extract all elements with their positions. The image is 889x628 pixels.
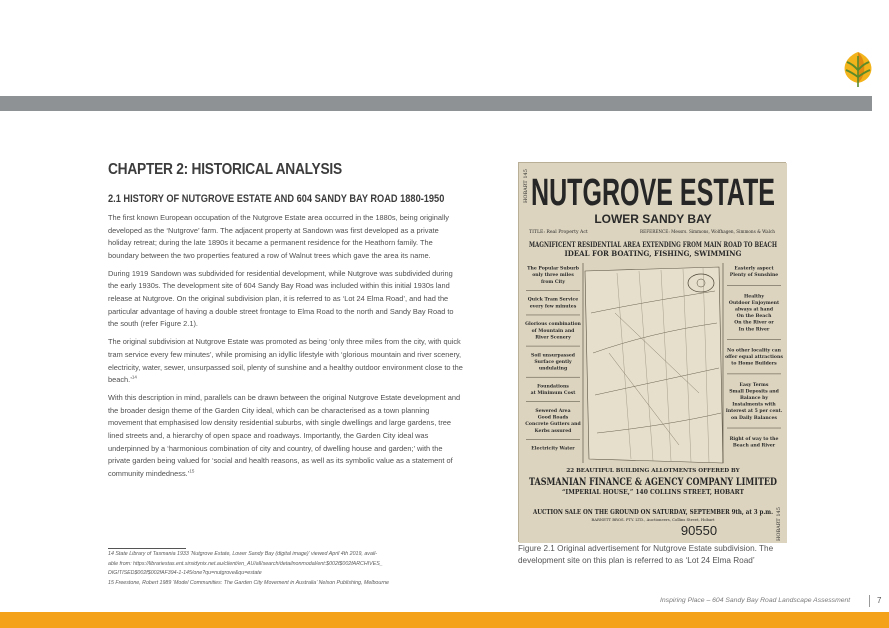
poster-left-box-line: from City bbox=[540, 279, 566, 285]
footer-text: Inspiring Place – 604 Sandy Bay Road Landscape Assessment bbox=[660, 597, 851, 604]
poster-left-box-line: Electricity Water bbox=[531, 446, 575, 452]
poster-catalogue-number: 90550 bbox=[680, 523, 718, 538]
poster-title: NUTGROVE ESTATE bbox=[531, 172, 775, 214]
poster-title-line-left: TITLE: Real Property Act bbox=[529, 230, 588, 235]
poster-right-box-line: Small Deposits and bbox=[729, 389, 779, 395]
poster-left-box-line: Glorious combination bbox=[525, 322, 581, 328]
poster-right-box-line: Easterly aspect bbox=[734, 266, 774, 272]
poster-subtitle: LOWER SANDY BAY bbox=[594, 212, 712, 226]
footnote-line: 14 State Library of Tasmania 1933 ‘Nutgrove Estate, Lower Sandy Bay (digital image)’ viewed April 4th 2019, avail- bbox=[108, 551, 378, 557]
poster-headline: MAGNIFICENT RESIDENTIAL AREA EXTENDING FROM MAIN ROAD TO BEACH bbox=[529, 240, 778, 249]
poster-company: TASMANIAN FINANCE & AGENCY COMPANY LIMITED bbox=[529, 477, 778, 488]
subdivision-plan bbox=[585, 267, 723, 463]
footnote-line: DIGITISED$002f$002fAF394-1-145/one?qu=nutgrove&qu=estate bbox=[108, 570, 262, 576]
poster-left-box-line: undulating bbox=[538, 366, 568, 372]
poster-right-box-line: Healthy bbox=[743, 294, 765, 300]
footnote-line: able from: https://librariestas.ent.sirsidynix.net.au/client/en_AU/all/search/detailnonmodal/ent:$002f$002fARCHIVES_ bbox=[108, 560, 383, 567]
poster-side-stamp: HOBART 145 bbox=[523, 169, 529, 203]
header-band bbox=[0, 96, 872, 111]
paragraph-text: With this description in mind, parallels can be drawn between the original Nutgrove Estate development and the broader design theme of the Garden City ideal, which can be characterised as a town planning movement that emphasised low density residential suburbs, with single dwellings and large gardens, tree lined streets and, a hierarchy of open space and roadways. Importantly, the Garden City ideal was underpinned by a ‘harmonious combination of city and country, of dwelling house and garden;’ with the private garden being valued for ‘social and health reasons, as well as its symbolic value as a statement of community mindedness.’ bbox=[108, 393, 461, 478]
poster-right-box-line: always at hand bbox=[734, 307, 774, 313]
poster-address: “IMPERIAL HOUSE,” 140 COLLINS STREET, HOBART bbox=[561, 489, 745, 496]
poster-right-box-line: Instalments with bbox=[732, 402, 776, 408]
poster-left-box-line: of Mountain and bbox=[531, 328, 575, 334]
poster-right-box-line: Beach and River bbox=[732, 443, 776, 449]
poster-right-box-line: to Home Builders bbox=[731, 361, 777, 367]
footnote-ref[interactable]: 15 bbox=[189, 468, 195, 474]
poster-right-box-line: On the Beach bbox=[736, 314, 772, 320]
poster-left-box-line: at Minimum Cost bbox=[530, 391, 576, 397]
paragraph bbox=[108, 336, 463, 386]
footnotes bbox=[108, 550, 468, 588]
poster-right-box-line: Easy Terms bbox=[739, 382, 769, 388]
paragraph: During 1919 Sandown was subdivided for residential development, while Nutgrove was subdivided during the early 1930s. The development site of 604 Sandy Bay Road was included within this initial 1930s land release at Nutgrove. On the original subdivision plan, it is referred to as ‘Lot 24 Elma Road’, and had the particular advantage of having a double street frontage to Elma Road to the north and Sandy Bay Road to the south (refer Figure 2.1). bbox=[108, 268, 454, 329]
poster-title-line-right: REFERENCE: Messrs. Simmons, Wolfhagen, Simmons & Walch bbox=[640, 229, 775, 234]
poster-auction: AUCTION SALE ON THE GROUND ON SATURDAY, SEPTEMBER 9th, at 3 p.m. bbox=[532, 508, 773, 516]
poster-left-box-line: Foundations bbox=[537, 384, 569, 390]
page-number: 7 bbox=[877, 596, 882, 605]
paragraph bbox=[108, 392, 463, 480]
nutgrove-estate-poster bbox=[518, 162, 786, 542]
poster-headline: IDEAL FOR BOATING, FISHING, SWIMMING bbox=[564, 249, 742, 258]
poster-artwork bbox=[519, 163, 787, 543]
footnote-divider bbox=[108, 548, 186, 549]
poster-left-box-line: River Scenery bbox=[535, 335, 571, 341]
paragraph-text: The original subdivision at Nutgrove Estate was promoted as being ‘only three miles from the city, with quick tram service every few minutes’, while promising an idyllic lifestyle with ‘glorious mountain and river scenery, electricity, water, sewer, unsurpassed soil, plenty of sunshine and a healthy outdoor environment close to the beach.’ bbox=[108, 337, 463, 385]
poster-right-box-line: offer equal attractions bbox=[725, 355, 783, 361]
poster-left-box-line: The Popular Suburb bbox=[527, 266, 579, 272]
poster-auctioneers: BARNETT BROS. PTY. LTD., Auctioneers, Collins Street, Hobart bbox=[591, 517, 715, 522]
poster-left-box-line: Quick Tram Service bbox=[527, 297, 579, 303]
poster-left-box bbox=[531, 446, 575, 452]
poster-left-box-line: only three miles bbox=[532, 273, 574, 279]
poster-left-box-line: Surface gently bbox=[534, 359, 572, 365]
poster-left-box-line: Sewered Area bbox=[535, 408, 571, 414]
footnote-ref[interactable]: 14 bbox=[131, 374, 137, 380]
body-text bbox=[108, 212, 463, 486]
poster-right-box-line: No other locality can bbox=[727, 348, 781, 354]
figure-caption: Figure 2.1 Original advertisement for Nutgrove Estate subdivision. The development site on this plan is referred to as ‘Lot 24 Elma Road’ bbox=[518, 544, 774, 565]
poster-left-box-line: Concrete Gutters and bbox=[525, 422, 581, 428]
section-title: 2.1 HISTORY OF NUTGROVE ESTATE AND 604 SANDY BAY ROAD 1880-1950 bbox=[108, 193, 445, 205]
poster-right-box-line: Outdoor Enjoyment bbox=[728, 300, 780, 306]
poster-right-box-line: Interest at 5 per cent. bbox=[725, 409, 783, 415]
poster-left-box-line: Good Roads bbox=[537, 415, 569, 421]
footer-band bbox=[0, 612, 889, 628]
footer-divider bbox=[869, 595, 870, 607]
poster-right-box-line: Balance by bbox=[739, 395, 769, 401]
poster-allotments-line: 22 BEAUTIFUL BUILDING ALLOTMENTS OFFERED BY bbox=[566, 468, 740, 474]
poster-right-box-line: On the River or bbox=[734, 320, 774, 326]
poster-right-box-line: In the River bbox=[738, 327, 770, 333]
poster-right-box-line: on Daily Balances bbox=[731, 415, 777, 421]
paragraph: The first known European occupation of the Nutgrove Estate area occurred in the 1880s, being originally developed as the ‘Nutgrove’ farm. The adjacent property at Sandown was first developed as a private holiday retreat; during the late 1890s it became a permanent residence for the Heathorn family. The boundary between the two properties featured a row of Walnut trees which gave the area its name. bbox=[108, 213, 449, 260]
poster-right-box-line: Plenty of Sunshine bbox=[729, 273, 779, 279]
chapter-title: CHAPTER 2: HISTORICAL ANALYSIS bbox=[108, 161, 342, 178]
leaf-logo-icon bbox=[842, 50, 874, 88]
poster-left-box-line: Kerbs assured bbox=[534, 428, 572, 434]
poster-left-box-line: every few minutes bbox=[529, 304, 577, 310]
footnote-line: 15 Freestone, Robert 1989 ‘Model Communities: The Garden City Movement in Australia’ Nelson Publishing, Melbourne bbox=[108, 579, 389, 586]
poster-left-box-line: Soil unsurpassed bbox=[531, 353, 575, 359]
poster-side-stamp: HOBART 145 bbox=[776, 507, 782, 541]
poster-right-box-line: Right of way to the bbox=[729, 436, 779, 442]
